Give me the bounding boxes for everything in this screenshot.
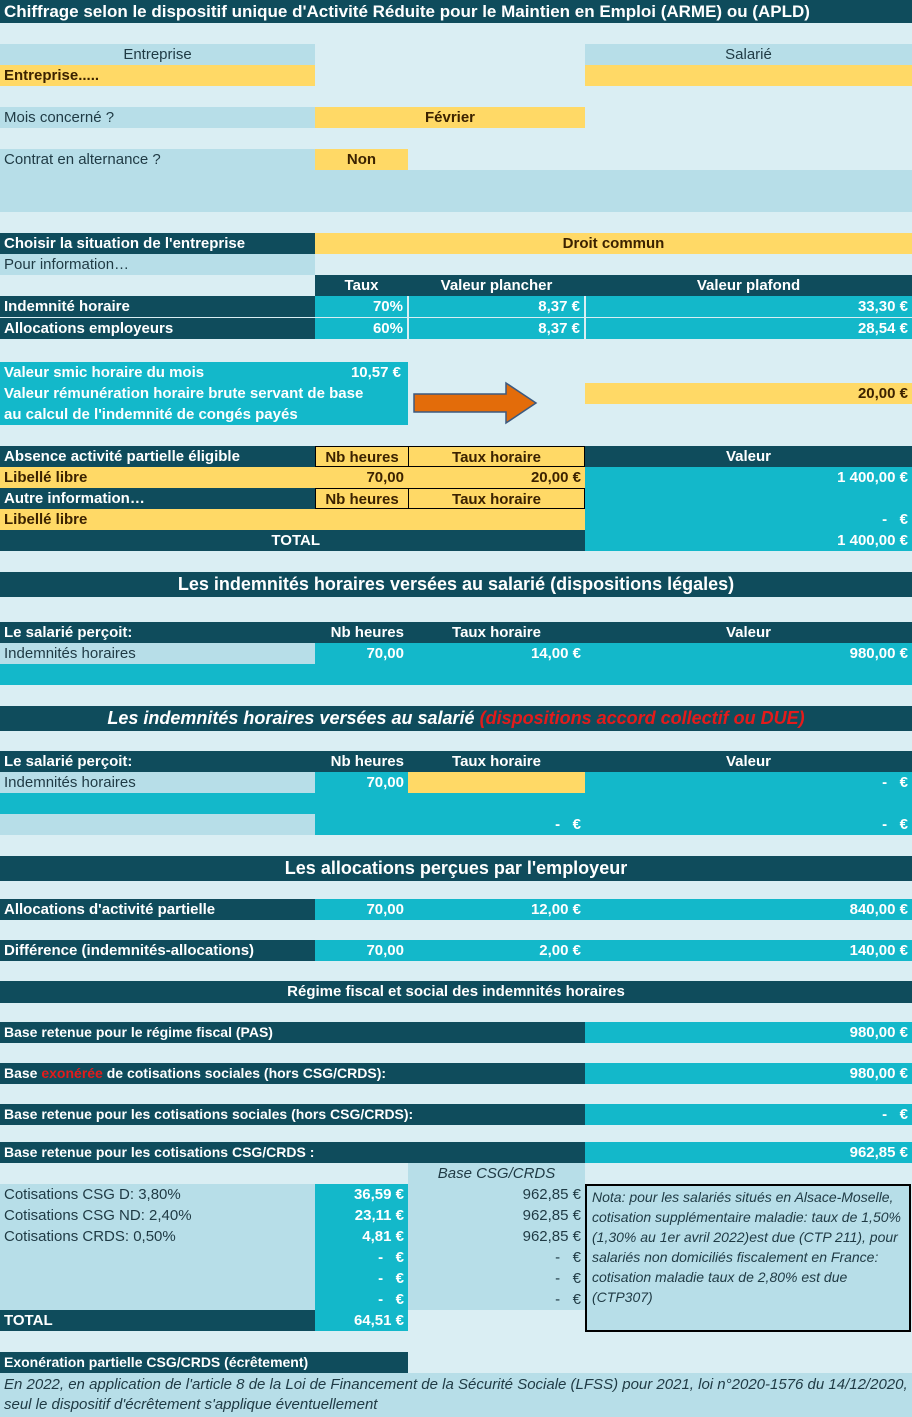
libelle-2-valeur: - € — [585, 509, 912, 530]
autre-taux-horaire: Taux horaire — [408, 488, 585, 509]
csg-row-label — [0, 1247, 315, 1268]
cotis-value: - € — [585, 1104, 912, 1125]
allocations-section-title: Les allocations perçues par l'employeur — [0, 856, 912, 881]
libelle-1-taux[interactable]: 20,00 € — [408, 467, 585, 488]
accord-row-valeur: - € — [585, 772, 912, 793]
exo-pre: Base — [4, 1065, 42, 1081]
csg-row-base: - € — [555, 1249, 581, 1266]
csg-row-montant: 36,59 € — [353, 1186, 404, 1203]
info-row-plafond: 33,30 € — [586, 296, 912, 317]
remun-label-1: Valeur rémunération horaire brute servant de base — [4, 385, 364, 402]
remun-value[interactable]: 20,00 € — [585, 383, 912, 404]
legal-row-label: Indemnités horaires — [0, 643, 315, 664]
legal-col3: Valeur — [585, 622, 912, 643]
info-row-taux: 70% — [315, 296, 407, 317]
accord-section-title — [0, 706, 912, 731]
blank-band — [0, 170, 912, 212]
entreprise-input[interactable]: Entreprise..... — [0, 65, 315, 86]
base-csg-header: Base CSG/CRDS — [408, 1163, 585, 1184]
accord-taux-input[interactable] — [408, 772, 585, 793]
csg-total-value: 64,51 € — [315, 1310, 408, 1331]
smic-label: Valeur smic horaire du mois — [4, 364, 205, 381]
note-box: Nota: pour les salariés situés en Alsace-Moselle, cotisation supplémentaire maladie: taux de 1,50% (1,30% au 1er avril 2022)est due (CTP 211), pour salariés non domiciliés fiscalement en France: cotisation maladie taux de 2,80% est due (CTP307) — [585, 1184, 911, 1332]
alloc-row-nb: 70,00 — [315, 899, 408, 920]
col-taux: Taux — [315, 275, 408, 296]
alloc-row-valeur: 840,00 € — [585, 899, 912, 920]
info-label: Pour information… — [0, 254, 315, 275]
exo-value: 980,00 € — [585, 1063, 912, 1084]
libelle-1-valeur: 1 400,00 € — [585, 467, 912, 488]
absence-valeur: Valeur — [585, 446, 912, 467]
legal-col2: Taux horaire — [408, 622, 585, 643]
accord-sub-valeur: - € — [585, 814, 912, 835]
legal-col1: Nb heures — [315, 622, 408, 643]
salarie-input[interactable] — [585, 65, 912, 86]
info-row-taux: 60% — [315, 318, 407, 339]
absence-nb-heures: Nb heures — [315, 446, 409, 467]
accord-sub-taux: - € — [408, 814, 585, 835]
diff-row-nb: 70,00 — [315, 940, 408, 961]
accord-col3: Valeur — [585, 751, 912, 772]
csg-label: Base retenue pour les cotisations CSG/CRDS : — [0, 1142, 585, 1163]
legal-section-title: Les indemnités horaires versées au salarié (dispositions légales) — [0, 572, 912, 597]
legal-row-valeur: 980,00 € — [585, 643, 912, 664]
info-row-label: Allocations employeurs — [0, 318, 315, 339]
libelle-2[interactable]: Libellé libre — [0, 509, 315, 530]
ecretement-text: En 2022, en application de l'article 8 de la Loi de Financement de la Sécurité Sociale (LFSS) pour 2021, loi n°2020-1576 du 14/12/2020, seul le dispositif d'écrêtement s'applique éventuellement — [0, 1373, 912, 1417]
csg-row-label: Cotisations CSG ND: 2,40% — [4, 1207, 192, 1224]
absence-label: Absence activité partielle éligible — [0, 446, 315, 467]
info-row-label: Indemnité horaire — [0, 296, 315, 317]
csg-row-montant: 4,81 € — [362, 1228, 404, 1245]
autre-nb-heures: Nb heures — [315, 488, 409, 509]
accord-col1: Nb heures — [315, 751, 408, 772]
situation-select[interactable]: Droit commun — [315, 233, 912, 254]
alloc-row-label: Allocations d'activité partielle — [0, 899, 315, 920]
arrow-right-icon — [412, 381, 538, 425]
accord-band — [0, 793, 912, 814]
diff-row-label: Différence (indemnités-allocations) — [0, 940, 315, 961]
autre-valeur — [585, 488, 912, 509]
csg-row-base: - € — [555, 1270, 581, 1287]
accord-row-nb: 70,00 — [315, 772, 408, 793]
accord-title-main: Les indemnités horaires versées au salarié — [107, 708, 475, 728]
accord-col0: Le salarié perçoit: — [0, 751, 315, 772]
alloc-row-taux: 12,00 € — [408, 899, 585, 920]
legal-row-taux: 14,00 € — [408, 643, 585, 664]
diff-row-valeur: 140,00 € — [585, 940, 912, 961]
absence-total-value: 1 400,00 € — [585, 530, 912, 551]
remun-label-2: au calcul de l'indemnité de congés payés — [4, 406, 298, 423]
regime-section-title: Régime fiscal et social des indemnités horaires — [0, 981, 912, 1003]
mois-label: Mois concerné ? — [0, 107, 315, 128]
csg-total-label: TOTAL — [0, 1310, 315, 1331]
csg-row-montant: - € — [378, 1291, 404, 1308]
csg-row-label: Cotisations CSG D: 3,80% — [4, 1186, 181, 1203]
pas-value: 980,00 € — [585, 1022, 912, 1043]
csg-row-base: 962,85 € — [522, 1228, 581, 1245]
pas-label: Base retenue pour le régime fiscal (PAS) — [0, 1022, 585, 1043]
accord-title-red: (dispositions accord collectif ou DUE) — [479, 708, 805, 728]
exo-label — [0, 1063, 585, 1084]
alternance-label: Contrat en alternance ? — [0, 149, 315, 170]
accord-sub-nb — [315, 814, 408, 835]
alternance-select[interactable]: Non — [315, 149, 408, 170]
page-title: Chiffrage selon le dispositif unique d'Activité Réduite pour le Maintien en Emploi (ARME) ou (APLD) — [0, 0, 912, 23]
csg-row-base: 962,85 € — [522, 1186, 581, 1203]
csg-row-label: Cotisations CRDS: 0,50% — [4, 1228, 176, 1245]
diff-row-taux: 2,00 € — [408, 940, 585, 961]
libelle-1-nb[interactable]: 70,00 — [315, 467, 408, 488]
csg-row-montant: - € — [378, 1249, 404, 1266]
mois-select[interactable]: Février — [315, 107, 585, 128]
csg-row-montant: - € — [378, 1270, 404, 1287]
csg-row-montant: 23,11 € — [354, 1207, 404, 1224]
cotis-label: Base retenue pour les cotisations sociales (hors CSG/CRDS): — [0, 1104, 585, 1125]
salarie-header: Salarié — [585, 44, 912, 65]
csg-row-label — [0, 1268, 315, 1289]
accord-col2: Taux horaire — [408, 751, 585, 772]
col-plafond: Valeur plafond — [585, 275, 912, 296]
legal-col0: Le salarié perçoit: — [0, 622, 315, 643]
entreprise-header: Entreprise — [0, 44, 315, 65]
csg-row-base: - € — [555, 1291, 581, 1308]
info-row-plafond: 28,54 € — [586, 318, 912, 339]
legal-band — [0, 664, 912, 685]
col-plancher: Valeur plancher — [408, 275, 585, 296]
exo-red: exonérée — [41, 1065, 103, 1081]
absence-taux-horaire: Taux horaire — [408, 446, 585, 467]
accord-sub-label — [0, 814, 315, 835]
csg-row-label — [0, 1289, 315, 1310]
ecretement-label: Exonération partielle CSG/CRDS (écrêtement) — [0, 1352, 408, 1373]
info-row-plancher: 8,37 € — [409, 296, 584, 317]
csg-value: 962,85 € — [585, 1142, 912, 1163]
csg-row-base: 962,85 € — [522, 1207, 581, 1224]
smic-value: 10,57 € — [350, 364, 401, 381]
libelle-1[interactable]: Libellé libre — [0, 467, 315, 488]
accord-row-label: Indemnités horaires — [0, 772, 315, 793]
legal-row-nb: 70,00 — [315, 643, 408, 664]
situation-label: Choisir la situation de l'entreprise — [0, 233, 315, 254]
libelle-2-inputs[interactable] — [315, 509, 585, 530]
absence-total-label: TOTAL — [0, 530, 585, 551]
exo-post: de cotisations sociales (hors CSG/CRDS): — [102, 1065, 387, 1081]
info-row-plancher: 8,37 € — [409, 318, 584, 339]
autre-label: Autre information… — [0, 488, 315, 509]
